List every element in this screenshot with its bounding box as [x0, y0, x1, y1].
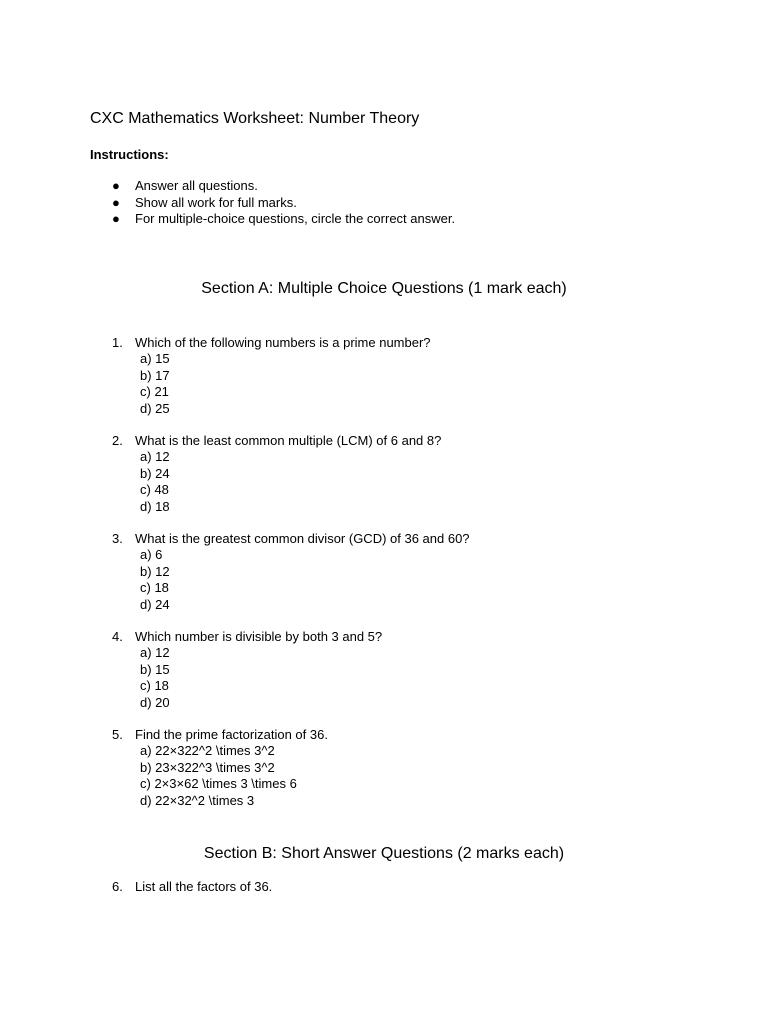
- answer-option[interactable]: c) 48: [140, 482, 169, 498]
- question-number: 2.: [112, 433, 123, 448]
- instruction-item: [90, 195, 455, 212]
- answer-option[interactable]: b) 15: [140, 661, 170, 677]
- page-title: CXC Mathematics Worksheet: Number Theory: [90, 110, 420, 127]
- answer-option[interactable]: b) 12: [140, 563, 170, 579]
- answer-options: [140, 449, 170, 515]
- question-number: 6.: [112, 879, 123, 894]
- answer-option[interactable]: d) 22×32^2 \times 3: [140, 792, 255, 808]
- question-text: What is the greatest common divisor (GCD) of 36 and 60?: [135, 531, 470, 546]
- question-number: 1.: [112, 335, 123, 350]
- bullet-icon: ●: [112, 194, 120, 210]
- answer-option[interactable]: b) 24: [140, 465, 170, 481]
- answer-options: [140, 547, 170, 613]
- instruction-item: [90, 211, 455, 228]
- answer-option[interactable]: b) 17: [140, 367, 170, 383]
- answer-option[interactable]: a) 22×322^2 \times 3^2: [140, 743, 275, 759]
- answer-option[interactable]: c) 2×3×62 \times 3 \times 6: [140, 776, 297, 792]
- question-number: 5.: [112, 727, 123, 742]
- answer-option[interactable]: c) 18: [140, 580, 169, 596]
- answer-options: [140, 645, 170, 711]
- answer-option[interactable]: d) 18: [140, 498, 170, 514]
- answer-options: [140, 743, 297, 809]
- bullet-icon: ●: [112, 211, 120, 226]
- answer-option[interactable]: a) 6: [140, 547, 163, 563]
- bullet-icon: ●: [112, 178, 120, 193]
- question-text: What is the least common multiple (LCM) of 6 and 8?: [135, 433, 442, 448]
- answer-option[interactable]: d) 24: [140, 596, 170, 612]
- answer-options: [140, 351, 170, 417]
- question-text: List all the factors of 36.: [135, 879, 273, 894]
- answer-option[interactable]: c) 18: [140, 678, 169, 694]
- answer-option[interactable]: c) 21: [140, 384, 169, 400]
- answer-option[interactable]: d) 20: [140, 694, 170, 710]
- instruction-text: For multiple-choice questions, circle the correct answer.: [135, 211, 456, 226]
- question-number: 4.: [112, 629, 123, 644]
- section-a-heading: Section A: Multiple Choice Questions (1 mark each): [201, 280, 567, 297]
- section-b-heading: Section B: Short Answer Questions (2 marks each): [203, 845, 565, 862]
- answer-option[interactable]: d) 25: [140, 400, 170, 416]
- instruction-text: Answer all questions.: [135, 178, 258, 193]
- answer-option[interactable]: a) 12: [140, 645, 170, 661]
- question-text: Which number is divisible by both 3 and 5?: [135, 629, 383, 644]
- instructions-list: [90, 178, 455, 228]
- instruction-text: Show all work for full marks.: [135, 194, 297, 210]
- answer-option[interactable]: a) 12: [140, 449, 170, 465]
- answer-option[interactable]: a) 15: [140, 351, 170, 367]
- answer-option[interactable]: b) 23×322^3 \times 3^2: [140, 759, 275, 775]
- question-text: Find the prime factorization of 36.: [135, 727, 328, 742]
- instructions-heading: Instructions:: [90, 147, 169, 162]
- instruction-item: [90, 178, 455, 195]
- question-number: 3.: [112, 531, 123, 546]
- question-text: Which of the following numbers is a prime number?: [135, 335, 431, 350]
